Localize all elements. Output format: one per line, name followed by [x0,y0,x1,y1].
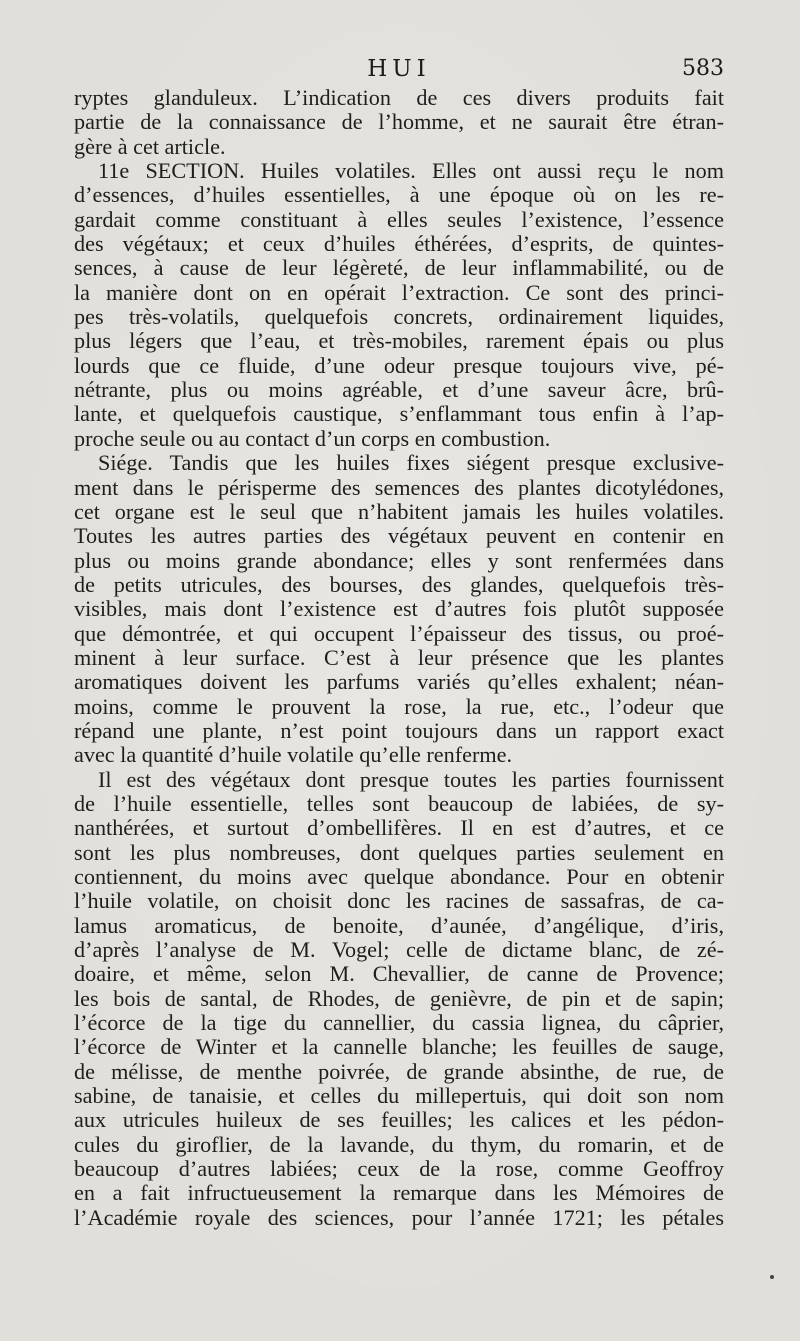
text-line: de petits utricules, des bourses, des glandes, quelquefois très- [74,572,724,597]
text-line: moins, comme le prouvent la rose, la rue, etc., l’odeur que [74,694,724,719]
running-head: HUI [367,56,431,82]
text-line: visibles, mais dont l’existence est d’autres fois plutôt supposée [74,597,724,622]
text-line: l’écorce de la tige du cannellier, du cassia lignea, du câprier, [74,1011,724,1036]
text-line: de mélisse, de menthe poivrée, de grande absinthe, de rue, de [74,1059,724,1084]
text-line: les bois de santal, de Rhodes, de genièvre, de pin et de sapin; [74,986,724,1011]
text-line: d’après l’analyse de M. Vogel; celle de dictame blanc, de zé- [74,938,724,963]
text-line: de l’huile essentielle, telles sont beaucoup de labiées, de sy- [74,791,724,816]
text-line: 11e SECTION. Huiles volatiles. Elles ont aussi reçu le nom [98,159,724,184]
text-line: ryptes glanduleux. L’indication de ces divers produits fait [74,86,724,110]
text-line: lamus aromaticus, de benoite, d’aunée, d’angélique, d’iris, [74,913,724,938]
text-line: que démontrée, et qui occupent l’épaisseur des tissus, ou proé- [74,621,724,646]
text-line: répand une plante, n’est point toujours dans un rapport exact [74,718,724,743]
body-text [74,86,724,1230]
text-line: Il est des végétaux dont presque toutes les parties fournissent [98,767,724,792]
text-line: l’huile volatile, on choisit donc les racines de sassafras, de ca- [74,889,724,914]
text-line: en a fait infructueusement la remarque dans les Mémoires de [74,1181,724,1206]
text-line: plus légers que l’eau, et très-mobiles, rarement épais ou plus [74,329,724,354]
text-line: gardait comme constituant à elles seules l’existence, l’essence [74,207,724,232]
page-number: 583 [682,56,724,81]
text-line: cet organe est le seul que n’habitent jamais les huiles volatiles. [74,499,724,524]
text-line: Siége. Tandis que les huiles fixes siégent presque exclusive- [98,451,724,476]
text-line: lante, et quelquefois caustique, s’enflammant tous enfin à l’ap- [74,402,724,427]
text-line: pes très-volatils, quelquefois concrets, ordinairement liquides, [74,305,724,330]
text-line: gère à cet article. [74,134,226,159]
text-line: sabine, de tanaisie, et celles du millepertuis, qui doit son nom [74,1084,724,1109]
text-line: sont les plus nombreuses, dont quelques parties seulement en [74,840,724,865]
text-line: d’essences, d’huiles essentielles, à une époque où on les re- [74,183,724,208]
text-line: plus ou moins grande abondance; elles y sont renfermées dans [74,548,724,573]
text-line: des végétaux; et ceux d’huiles éthérées, d’esprits, de quintes- [74,232,724,257]
page-header [74,56,724,86]
text-line: ment dans le périsperme des semences des plantes dicotylédones, [74,475,724,500]
text-line: nanthérées, et surtout d’ombellifères. Il en est d’autres, et ce [74,816,724,841]
text-line: nétrante, plus ou moins agréable, et d’une saveur âcre, brû- [74,378,724,403]
text-line: la manière dont on en opérait l’extraction. Ce sont des princi- [74,280,724,305]
text-line: Toutes les autres parties des végétaux peuvent en contenir en [74,524,724,549]
text-line: doaire, et même, selon M. Chevallier, de canne de Provence; [74,962,724,987]
text-line: lourds que ce fluide, d’une odeur presque toujours vive, pé- [74,353,724,378]
text-line: contiennent, du moins avec quelque abondance. Pour en obtenir [74,865,724,889]
text-line: proche seule ou au contact d’un corps en combustion. [74,426,551,451]
text-line: aux utricules huileux de ses feuilles; les calices et les pédon- [74,1108,724,1133]
text-line: l’écorce de Winter et la cannelle blanche; les feuilles de sauge, [74,1035,724,1060]
text-line: aromatiques doivent les parfums variés qu’elles exhalent; néan- [74,670,724,695]
text-line: partie de la connaissance de l’homme, et ne saurait être étran- [74,110,724,135]
text-line: l’Académie royale des sciences, pour l’année 1721; les pétales [74,1205,724,1230]
text-line: avec la quantité d’huile volatile qu’elle renferme. [74,743,512,768]
text-line: sences, à cause de leur légèreté, de leur inflammabilité, ou de [74,256,724,281]
text-line: minent à leur surface. C’est à leur présence que les plantes [74,645,724,670]
text-line: beaucoup d’autres labiées; ceux de la rose, comme Geoffroy [74,1157,724,1182]
text-line: cules du giroflier, de la lavande, du thym, du romarin, et de [74,1132,724,1157]
ink-speck [770,1275,774,1279]
